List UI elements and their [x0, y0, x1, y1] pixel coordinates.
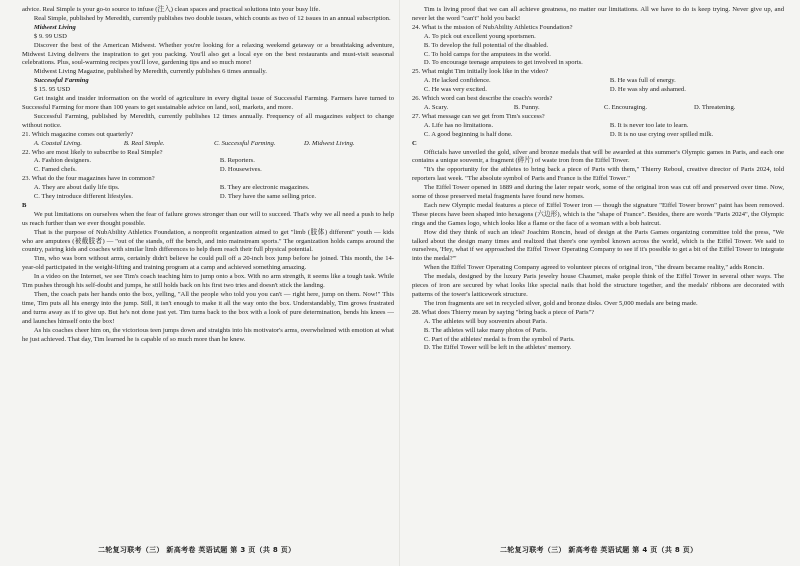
- option: C. He was very excited.: [423, 86, 487, 94]
- question-27-options-row2: [412, 131, 784, 140]
- option: C. Part of the athletes' medal is from the symbol of Paris.: [423, 335, 575, 343]
- question-25: 25. What might Tim initially look like in the video?: [412, 68, 549, 76]
- passage-b-paragraph: Then, the coach pats her hands onto the box, yelling, "All the people who told you you can't — right here, jump on them. Now!" This time, Tim puts all his energy into the jump. Still, it isn't enough to make it all the way onto the box. Understandably, Tim grows frustrated and turns away as if to give up. But he's not done just yet. Tim turns back to the box with a look of pure determination, bends his knees — and launches himself onto the box!: [22, 291, 394, 325]
- midwest-living-description: Discover the best of the American Midwest. Whether you're looking for a relaxing weekend getaway or a breathtaking adventure, Midwest Living delivers the inspiration to get you packing. You'll also get a local eye on the best restaurants and must-visit seasonal celebrations. Plus, soul-warming recipes you'll love, gardening tips and so much more!: [22, 41, 394, 67]
- option: B. Reporters.: [219, 157, 255, 165]
- option: B. To develop the full potential of the disabled.: [423, 41, 549, 49]
- option: D. It is no use crying over spilled milk.: [609, 130, 714, 138]
- rs-intro-paragraph: advice. Real Simple is your go-to source to infuse (注入) clean spaces and practical solutions into your busy life.: [22, 6, 321, 13]
- question-22-options-row2: [22, 166, 394, 175]
- option: A. Scary.: [423, 103, 449, 111]
- option: B. The athletes will take many photos of Paris.: [423, 326, 548, 334]
- question-25-options-row2: [412, 86, 784, 95]
- question-24: 24. What is the mission of NubAbility Athletics Foundation?: [412, 23, 573, 31]
- option: B. It is never too late to learn.: [609, 121, 689, 129]
- question-26: 26. Which word can best describe the coach's words?: [412, 95, 553, 103]
- option: A. Coastal Living.: [33, 139, 82, 147]
- option: C. They introduce different lifestyles.: [33, 193, 133, 201]
- midwest-living-frequency: Midwest Living Magazine, published by Meredith, currently publishes 6 times annually.: [33, 68, 267, 76]
- option: A. The athletes will buy souvenirs about Paris.: [423, 317, 548, 325]
- question-21: 21. Which magazine comes out quarterly?: [22, 130, 134, 138]
- question-27-options-row1: [412, 122, 784, 131]
- option: A. Fashion designers.: [33, 157, 92, 165]
- passage-b-paragraph: We put limitations on ourselves when the fear of failure grows stronger than our will to succeed. That's why we all need a push to help us reach further than we ever thought possible.: [22, 210, 394, 227]
- passage-c-paragraph: "It's the opportunity for the athletes to bring back a piece of Paris with them," Thierry Reboul, creative director of Paris 2024, told reporters last week. "The absolute symbol of Paris and France is the Eiffel Tower.": [412, 166, 784, 183]
- successful-farming-frequency: Successful Farming, published by Meredith, currently publishes 12 times annually. Frequency of all magazines subject to change without notice.: [22, 112, 394, 129]
- question-23-options-row2: [22, 193, 394, 202]
- successful-farming-description: Get insight and insider information on the world of agriculture in every digital issue of Successful Farming. Farmers have turned to Successful Farming for more than 100 years to get sustainable advice on land, soil, markets, and more.: [22, 95, 394, 111]
- option: A. They are about daily life tips.: [33, 184, 120, 192]
- rs-publication-paragraph: Real Simple, published by Meredith, currently publishes two double issues, which counts as two of 12 issues in an annual subscription.: [33, 14, 391, 22]
- question-25-options-row1: [412, 77, 784, 86]
- question-21-options: [22, 140, 394, 149]
- passage-c-paragraph: Each new Olympic medal features a piece of Eiffel Tower iron — though the signature "Eiffel Tower brown" paint has been removed. These pieces have been shaped into hexagons (六边形), which is the "shape of France". Besides, there are words "Paris 2024", the Olympic rings and the Games logo, which looks like a flame or the face of a woman with a bob haircut.: [412, 201, 784, 227]
- option: D. The Eiffel Tower will be left in the athletes' memory.: [423, 344, 572, 352]
- page-3-column: [22, 6, 394, 344]
- passage-b-paragraph: In a video on the Internet, we see Tim's coach teaching him to jump onto a box. With no arm strength, it seems like a tough task. While Tim pushes through his self-doubt and jumps, he still holds back on his first two tries and doesn't stick the landing.: [22, 273, 394, 290]
- option: D. To encourage teenage amputees to get involved in sports.: [423, 59, 583, 67]
- passage-c-paragraph: The iron fragments are set in recycled silver, gold and bronze disks. Over 5,000 medals are being made.: [423, 299, 698, 307]
- passage-c-paragraph: When the Eiffel Tower Operating Company agreed to volunteer pieces of original iron, "the dream became reality," adds Roncin.: [423, 264, 765, 272]
- option: D. They have the same selling price.: [219, 193, 317, 201]
- question-22-options-row1: [22, 157, 394, 166]
- passage-c-paragraph: Officials have unveiled the gold, silver and bronze medals that will be awarded at this summer's Olympic games in Paris, and each one contains a unique souvenir, a fragment (碎片) of waste iron from the Eiffel Tower.: [412, 148, 784, 165]
- option: C. Famed chefs.: [33, 166, 77, 174]
- page-3-footer: 二轮复习联考（三） 新高考卷 英语试题 第 3 页（共 8 页）: [98, 546, 296, 554]
- passage-c-paragraph: How did they think of such an idea? Joachim Roncin, head of design at the Paris Games organizing committee told the press, "We talked about the design many times and realized that there's one symbol known across the world, which is the Eiffel Tower. We said to ourselves, 'Hey, what if we approached the Eiffel Tower Operating Company to see if it's possible to get a bit of the Eiffel Tower to integrate into the medal?'": [412, 228, 784, 263]
- section-c-heading: C: [412, 139, 417, 147]
- page-4-footer: 二轮复习联考（三） 新高考卷 英语试题 第 4 页（共 8 页）: [500, 546, 698, 554]
- question-23-options-row1: [22, 184, 394, 193]
- option: C. Encouraging.: [603, 103, 647, 111]
- successful-farming-price: $ 15. 95 USD: [33, 86, 71, 94]
- option: B. Funny.: [513, 103, 540, 111]
- page-4-column: [412, 6, 784, 353]
- option: A. He lacked confidence.: [423, 77, 491, 85]
- successful-farming-title: Successful Farming: [33, 77, 89, 85]
- question-22: 22. Who are most likely to subscribe to Real Simple?: [22, 148, 163, 156]
- option: B. He was full of energy.: [609, 77, 676, 85]
- passage-b-paragraph: As his coaches cheer him on, the victorious teen jumps down and straights into his motivator's arms, overwhelmed with emotion at what he just achieved. That day, Tim learned he is capable of so much more than he knew.: [22, 326, 394, 343]
- option: D. Threatening.: [693, 103, 736, 111]
- passage-c-paragraph: The medals, designed by the luxury Paris jewelry house Chaumet, make people think of the Eiffel Tower in several other ways. The pieces of iron are secured by what looks like special nails that hold the structure together, and the medals' ribbons are decorated with patterns of the tower's latticework structure.: [412, 273, 784, 298]
- question-23: 23. What do the four magazines have in common?: [22, 175, 155, 183]
- passage-c-paragraph: The Eiffel Tower opened in 1889 and during the later repair work, some of the original iron was cut off and preserved over time. Now, some of those preserved metal fragments have found new homes.: [412, 184, 784, 201]
- option: C. Successful Farming.: [213, 139, 276, 147]
- option: C. A good beginning is half done.: [423, 130, 513, 138]
- option: D. Midwest Living.: [303, 139, 355, 147]
- midwest-living-title: Midwest Living: [33, 23, 76, 31]
- page-divider: [399, 0, 400, 566]
- passage-b-closing: Tim is living proof that we can all achieve greatness, no matter our limitations. All we have to do is keep trying. Never give up, and never let the word "can't" hold you back!: [412, 6, 784, 22]
- passage-b-paragraph: Tim, who was born without arms, certainly didn't believe he could pull off a 20-inch box jump before he joined. This month, the 14-year-old participated in the weight-lifting and training program at a camp and achieved something amazing.: [22, 255, 394, 272]
- option: C. To hold camps for the amputees in the world.: [423, 50, 551, 58]
- option: A. Life has no limitations.: [423, 121, 494, 129]
- option: B. They are electronic magazines.: [219, 184, 310, 192]
- midwest-living-price: $ 9. 99 USD: [33, 32, 67, 40]
- question-26-options: [412, 104, 784, 113]
- option: A. To pick out excellent young sportsmen.: [423, 32, 536, 40]
- option: B. Real Simple.: [123, 139, 165, 147]
- option: D. Housewives.: [219, 166, 262, 174]
- question-27: 27. What message can we get from Tim's success?: [412, 112, 545, 120]
- question-28: 28. What does Thierry mean by saying "bring back a piece of Paris"?: [412, 308, 595, 316]
- section-b-heading: B: [22, 201, 27, 209]
- passage-b-paragraph: That is the purpose of NubAbility Athletics Foundation, a nonprofit organization aimed to get "limb (肢体) different" youth — kids who are amputees (被截肢者) — "out of the stands, off the bench, and into mainstream sports." The organization holds camps around the country, pairing kids and coaches with similar limb differences to help them reach their full physical potential.: [22, 228, 394, 254]
- option: D. He was shy and ashamed.: [609, 86, 686, 94]
